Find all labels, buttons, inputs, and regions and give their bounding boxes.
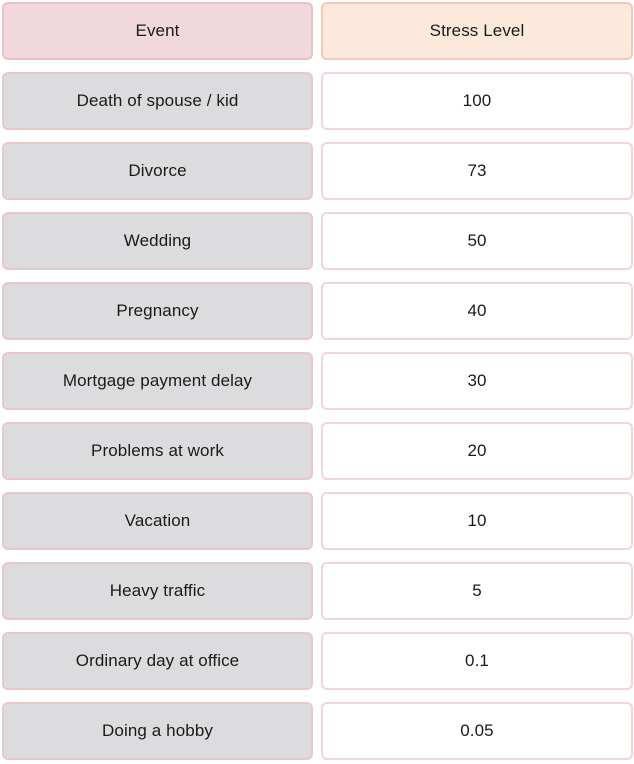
event-cell: Heavy traffic [2,562,313,620]
header-event: Event [2,2,313,60]
stress-level-cell: 5 [321,562,633,620]
table-row [0,72,634,134]
table-row [0,212,634,274]
event-cell: Ordinary day at office [2,632,313,690]
stress-level-cell: 0.05 [321,702,633,760]
event-cell: Pregnancy [2,282,313,340]
stress-level-cell: 0.1 [321,632,633,690]
event-cell: Vacation [2,492,313,550]
stress-level-cell: 50 [321,212,633,270]
event-cell: Problems at work [2,422,313,480]
table-row [0,282,634,344]
stress-level-cell: 10 [321,492,633,550]
stress-level-cell: 40 [321,282,633,340]
stress-level-cell: 30 [321,352,633,410]
table-row [0,702,634,764]
event-cell: Doing a hobby [2,702,313,760]
table-row [0,492,634,554]
header-stress-level: Stress Level [321,2,633,60]
event-cell: Wedding [2,212,313,270]
stress-level-cell: 100 [321,72,633,130]
stress-level-cell: 20 [321,422,633,480]
table-row [0,352,634,414]
stress-level-cell: 73 [321,142,633,200]
event-cell: Mortgage payment delay [2,352,313,410]
table-header-row [0,2,634,64]
table-row [0,562,634,624]
table-row [0,632,634,694]
event-cell: Death of spouse / kid [2,72,313,130]
event-cell: Divorce [2,142,313,200]
table-row [0,142,634,204]
table-row [0,422,634,484]
